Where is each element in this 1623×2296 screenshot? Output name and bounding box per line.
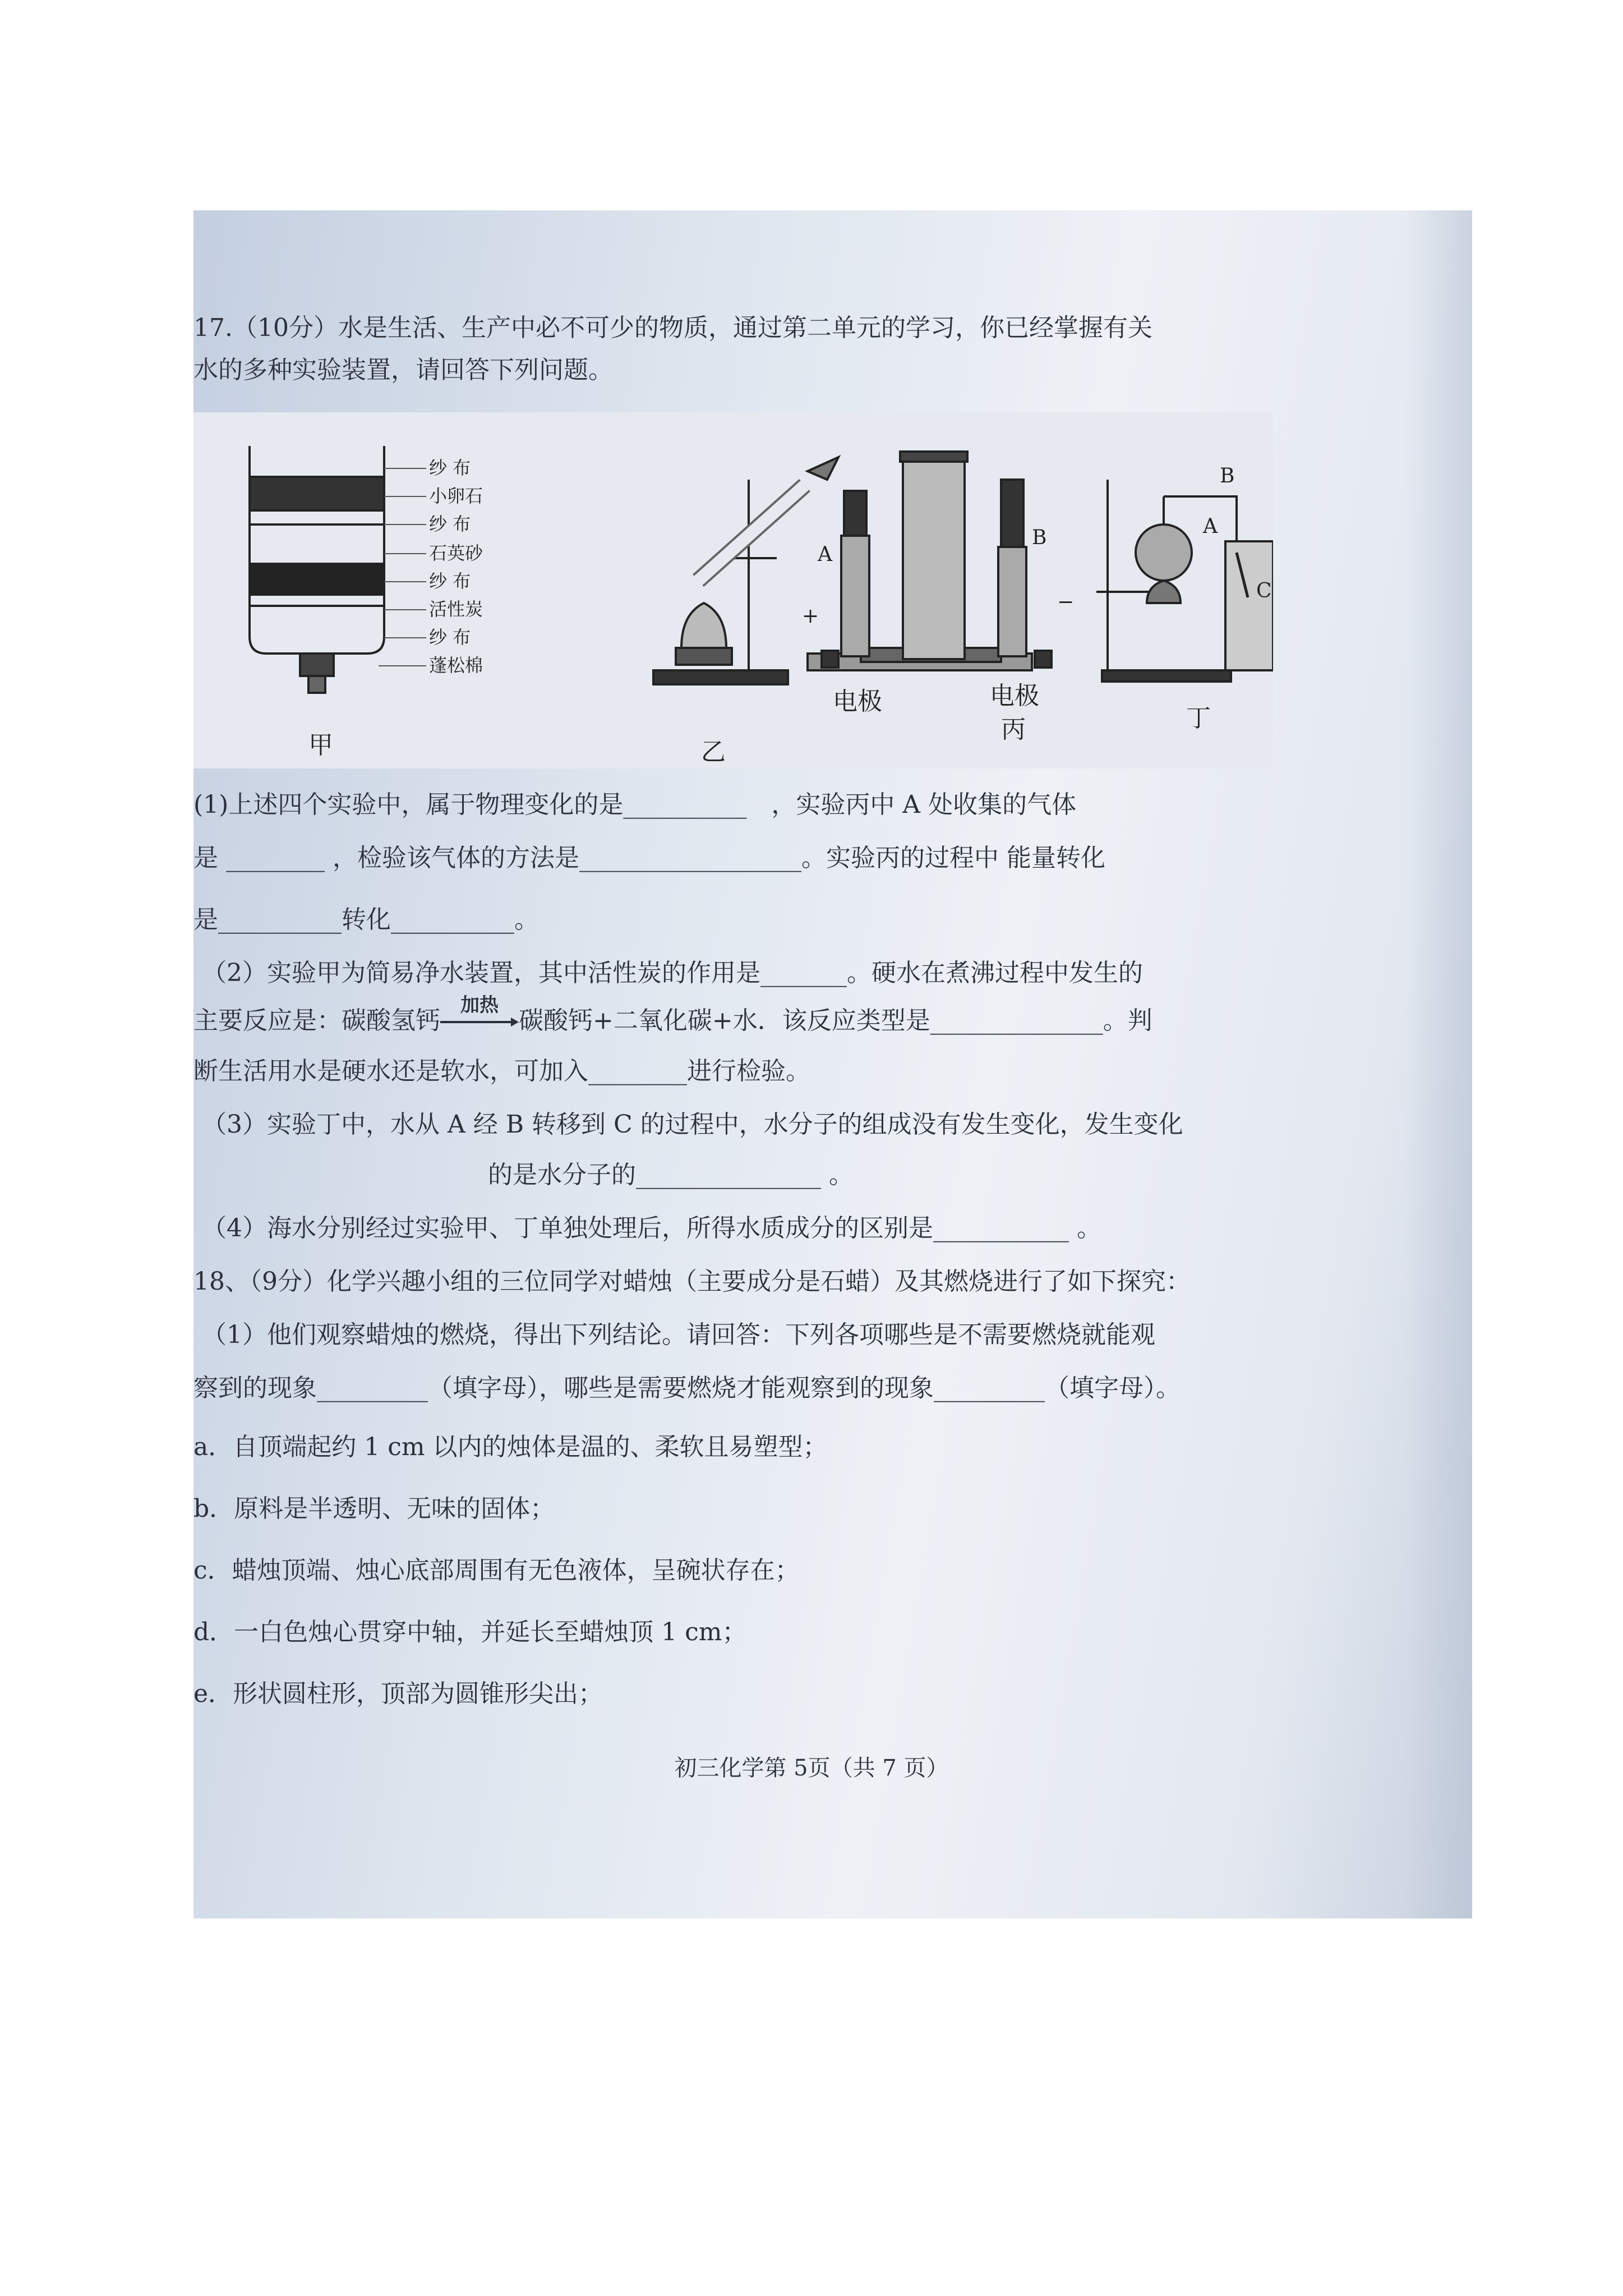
apparatus-drawing	[193, 412, 1273, 769]
positive-sign: +	[802, 605, 819, 628]
q17-part2-line2	[193, 994, 1382, 1038]
layer-label: 纱 布	[429, 627, 471, 648]
q17-part4-line1: （4）海水分别经过实验甲、丁单独处理后，所得水质成分的区别是___________ 。	[202, 1214, 1101, 1243]
q18-item-e: e．形状圆柱形，顶部为圆锥形尖出；	[193, 1680, 603, 1708]
layer-label: 活性炭	[429, 599, 483, 620]
beaker-c-label: C	[1256, 579, 1272, 602]
caption-jia: 甲	[308, 731, 333, 760]
caption-yi: 乙	[701, 738, 726, 766]
heating-arrow	[440, 994, 519, 1038]
q17-intro-line1: 17.（10分）水是生活、生产中必不可少的物质，通过第二单元的学习，你已经掌握有关	[193, 314, 1152, 342]
flask-a-label: A	[1203, 515, 1218, 538]
q18-item-b: b．原料是半透明、无味的固体；	[193, 1494, 555, 1523]
q17-part3-line1: （3）实验丁中，水从 A 经 B 转移到 C 的过程中，水分子的组成没有发生变化，发生变化	[202, 1110, 1183, 1139]
q17-part1-line3: 是__________转化__________。	[193, 905, 539, 934]
layer-label: 石英砂	[429, 542, 483, 564]
q18-item-c: c．蜡烛顶端、烛心底部周围有无色液体，呈碗状存在；	[193, 1556, 800, 1585]
arrow-head	[511, 1018, 519, 1027]
layer-label: 蓬松棉	[429, 655, 483, 676]
paper-shadow	[1405, 210, 1472, 1918]
heating-apparatus	[653, 457, 838, 684]
negative-sign: −	[1057, 591, 1075, 614]
layer-label: 纱 布	[429, 513, 471, 535]
q17-part2-line3: 断生活用水是硬水还是软水，可加入________进行检验。	[193, 1057, 810, 1085]
figure-captions	[308, 704, 1211, 766]
filter-layer-labels	[429, 457, 483, 676]
q18-intro: 18、（9分）化学兴趣小组的三位同学对蜡烛（主要成分是石蜡）及其燃烧进行了如下探究：	[193, 1267, 1191, 1296]
q18-item-a: a．自顶端起约 1 cm 以内的烛体是温的、柔软且易塑型；	[193, 1433, 828, 1461]
q18-item-d: d．一白色烛心贯穿中轴，并延长至蜡烛顶 1 cm；	[193, 1618, 747, 1646]
tube-a-label: A	[818, 543, 832, 566]
q18-part1-line1: （1）他们观察蜡烛的燃烧，得出下列结论。请回答：下列各项哪些是不需要燃烧就能观	[202, 1320, 1155, 1349]
page-footer: 初三化学第 5页（共 7 页）	[674, 1755, 949, 1781]
q17-part1-line2: 是 ________ ，检验该气体的方法是__________________。实验丙的过程中 能量转化	[193, 844, 1105, 872]
reaction-reactant: 主要反应是：碳酸氢钙	[193, 1006, 440, 1035]
layer-label: 纱 布	[429, 570, 471, 592]
electrode-label-left: 电极	[833, 687, 882, 716]
q17-intro-line2: 水的多种实验装置，请回答下列问题。	[193, 356, 613, 384]
water-filter-apparatus	[250, 446, 384, 693]
tube-b-label: B	[1220, 464, 1235, 487]
caption-ding: 丁	[1186, 704, 1211, 733]
electrolysis-apparatus	[808, 452, 1052, 670]
tube-b-label: B	[1032, 526, 1047, 549]
q17-part2-line1: （2）实验甲为简易净水装置，其中活性炭的作用是_______。硬水在煮沸过程中发生的	[202, 959, 1143, 987]
q18-part1-line2: 察到的现象_________（填字母），哪些是需要燃烧才能观察到的现象_________（填字母）。	[193, 1374, 1181, 1402]
layer-label: 纱 布	[429, 457, 471, 478]
caption-bing: 丙	[1001, 715, 1026, 744]
heating-arrow-label: 加热	[460, 994, 499, 1016]
arrow-line	[440, 1021, 513, 1023]
reaction-products: 碳酸钙+二氧化碳+水．该反应类型是______________。判	[519, 1006, 1152, 1035]
apparatus-figure	[193, 412, 1273, 769]
distillation-apparatus	[1096, 480, 1273, 682]
layer-label: 小卵石	[429, 485, 483, 507]
q17-part3-line2: 的是水分子的_______________ 。	[488, 1161, 854, 1189]
electrode-label-right: 电极	[990, 682, 1039, 710]
q17-part1-line1: (1)上述四个实验中，属于物理变化的是__________ ，实验丙中 A 处收集的气体	[193, 790, 1077, 819]
